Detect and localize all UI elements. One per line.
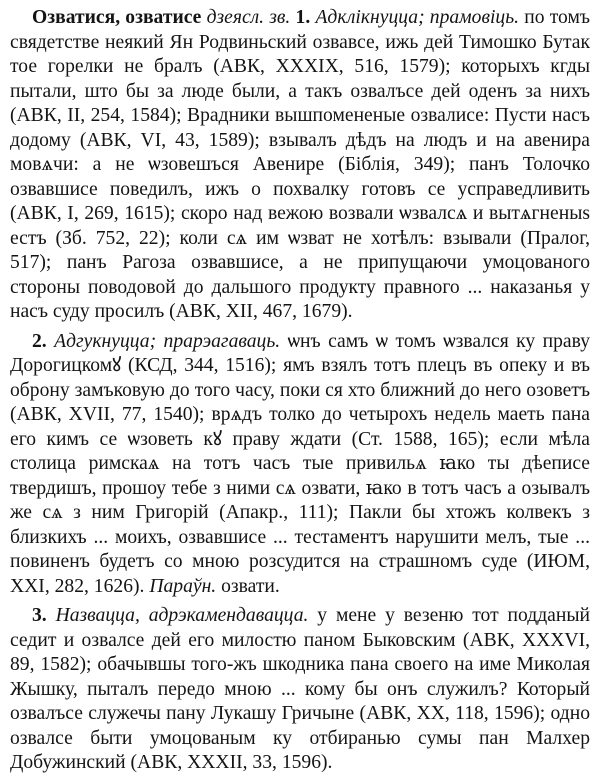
- sense-citations: по томъ свядетстве неякий Ян Родвиньский озвавсе, ижь дей Тимошко Бутак тое горелки не бралъ (АВК, XXXIX, 516, 1579); которыхъ кгды пытали, што бы за люде были, а такъ озвалъсе дей оденъ за нихъ (АВК, II, 254, 1584); Врадники вышпомененые озвалисе: Пусти насъ додому (АВК, VI, 43, 1589); взывалъ дѣдъ на людъ и на авенира мовѧчи: а не ѡзовешъся Авенире (Біблія, 349); панъ Толочко озвавшисе поведилъ, ижъ о похвалку готовъ се усправедливить (АВК, I, 269, 1615); скоро над вежою возвали ѡзвалсѧ и вытѧгненыѕ естъ (Зб. 752, 22); коли сѧ им ѡзват не хотѣлъ: взывали (Пралог, 517); панъ Рагоза озвавшисе, а не припущаючи умоцованого стороны поводовой до дальшого продукту правного ... наказанья у насъ суду просилъ (АВК, XII, 467, 1679).: [10, 7, 590, 322]
- entry-headword: Озватися, озватисе: [32, 7, 202, 28]
- dictionary-entry-sense-3: [10, 604, 590, 776]
- see-also-target: озвати.: [221, 575, 280, 597]
- sense-citations: ѡнъ самъ ѡ томъ ѡзвался ку праву Дорогицкомꙋ (КСД, 344, 1516); ямъ взялъ тотъ плецъ въ опеку и въ оброну замъковую до того часу, поки ся хто ближний до него озоветъ (АВК, XVII, 77, 1540); врѧдъ толко до четырохъ недель маеть пана его кимъ се ѡзоветь кꙋ праву ждати (Ст. 1588, 165); если мѣла столица римскаѧ на тотъ часъ тые привильѧ ꙗко ты дѣеписе твердишъ, прошоу тебе з ними сѧ озвати, ꙗко в тотъ часъ а озывалъ же сѧ з ним Григорій (Апакр., 111); Пакли бы хтожъ колвекъ з близкихъ ... моихъ, озвавшисе ... тестаментъ нарушити мелъ, тые ... повиненъ будетъ со мною розсудится на страшномъ суде (ИЮМ, XXI, 282, 1626).: [10, 330, 591, 597]
- sense-gloss: Адклікнуцца; прамовіць.: [315, 7, 520, 28]
- sense-number: 2.: [32, 330, 47, 352]
- sense-citations: у мене у везеню тот подданый седит и озвалсе дей его милостю паном Быковским (АВК, XXXVI, 89, 1582); обачывшы того-жъ шкодника пана своего на име Миколая Жышку, пыталъ передо мною ... кому бы онъ служилъ? Который озвалъсе служечы пану Лукашу Гричыне (АВК, XX, 118, 1596); одно озвалсе быти умоцованым ку отбиранью сумы пан Малхер Добужинский (АВК, XXXII, 33, 1596).: [10, 605, 591, 773]
- entry-grammar: дзеясл. зв.: [206, 7, 291, 28]
- sense-number: 3.: [32, 605, 47, 626]
- sense-gloss: Назвацца, адрэкамендавацца.: [55, 605, 309, 626]
- sense-gloss: Адгукнуцца; прарэагаваць.: [54, 330, 281, 352]
- dictionary-entry-sense-1: [10, 6, 590, 325]
- sense-number: 1.: [295, 7, 311, 28]
- see-also-label: Параўн.: [149, 575, 217, 597]
- dictionary-entry-sense-2: [10, 330, 590, 600]
